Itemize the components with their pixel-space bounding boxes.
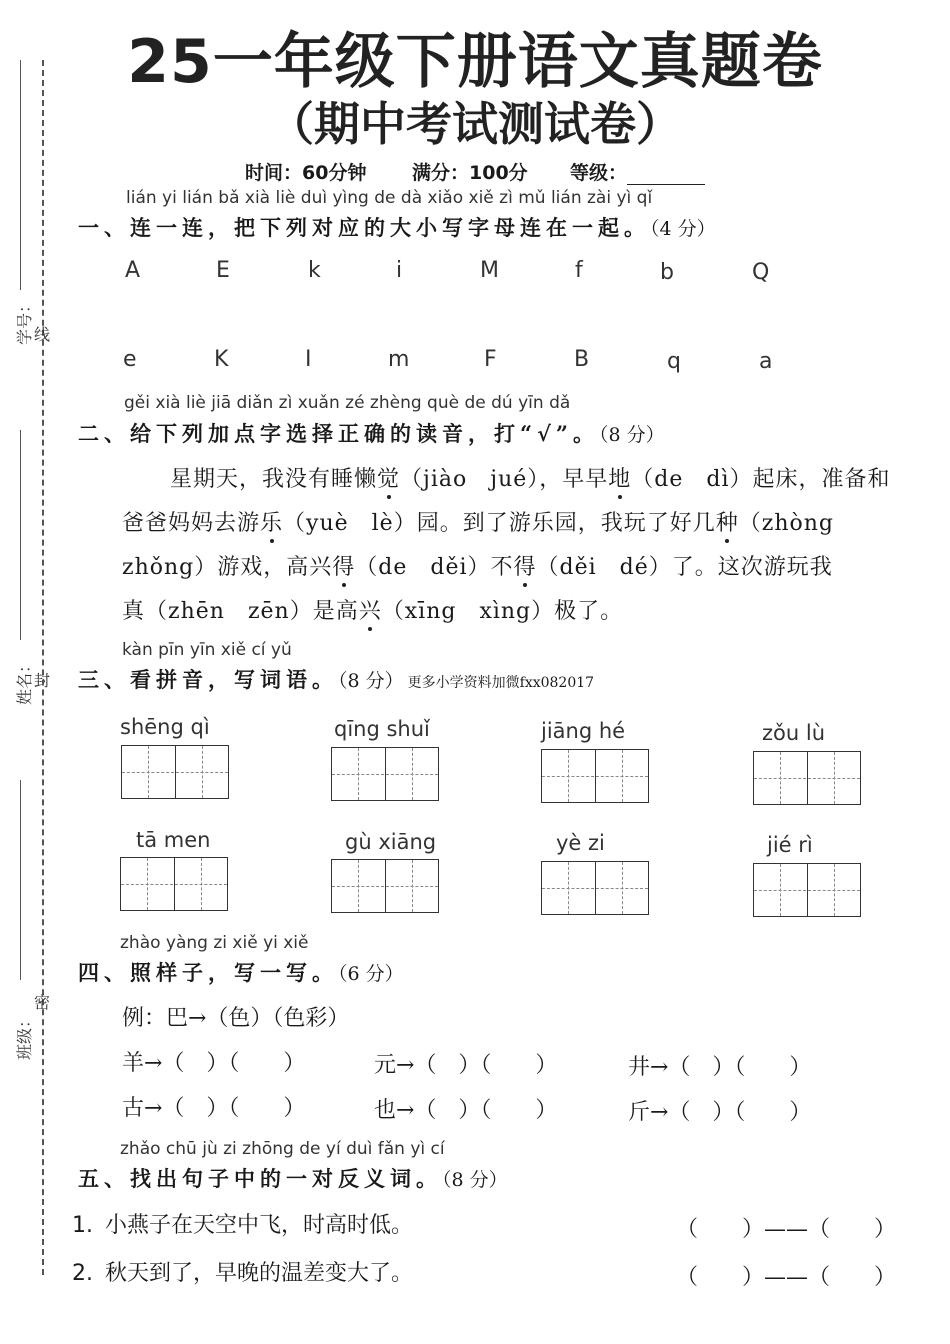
letter-lower-3[interactable]: I <box>305 347 312 372</box>
writing-grid-4[interactable] <box>753 751 861 805</box>
letter-lower-7[interactable]: q <box>667 349 681 374</box>
q4-item-4[interactable]: 古→（ ）（ ） <box>122 1096 306 1121</box>
q3-heading <box>78 664 594 694</box>
q2-line-1: 星期天，我没有睡懒觉（jiào jué），早早地（de dì）起床，准备和 <box>170 462 891 493</box>
score-info: 满分：100分 <box>412 162 528 184</box>
page-title: 25一年级下册语文真题卷 <box>127 27 823 97</box>
q4-item-5[interactable]: 也→（ ）（ ） <box>374 1098 558 1123</box>
q5-pinyin: zhǎo chū jù zi zhōng de yí duì fǎn yì cí <box>120 1139 445 1159</box>
q2-line-2: 爸爸妈妈去游乐（yuè lè）园。到了游乐园，我玩了好几种（zhòng <box>122 506 834 537</box>
word-pinyin-8: jié rì <box>767 833 813 857</box>
letter-lower-1[interactable]: e <box>123 347 137 372</box>
q2-heading-text: 二、给下列加点字选择正确的读音，打“√”。 <box>78 421 599 446</box>
writing-grid-7[interactable] <box>541 861 649 915</box>
q1-score: （4 分） <box>650 218 716 240</box>
writing-grid-1[interactable] <box>121 745 229 799</box>
letter-upper-1[interactable]: A <box>125 258 141 283</box>
q2-pinyin: gěi xià liè jiā diǎn zì xuǎn zé zhèng què de dú yīn dǎ <box>124 393 571 413</box>
grade-info <box>570 158 705 185</box>
q5-item-2: 2. 秋天到了，早晚的温差变大了。 <box>72 1261 414 1286</box>
dotted-char: 地 <box>608 462 631 493</box>
letter-lower-2[interactable]: K <box>214 347 229 372</box>
letter-upper-2[interactable]: E <box>216 258 230 283</box>
q4-item-2[interactable]: 元→（ ）（ ） <box>374 1053 558 1078</box>
q3-score: （8 分） <box>338 670 404 692</box>
letter-upper-4[interactable]: i <box>396 258 403 283</box>
word-pinyin-4: zǒu lù <box>762 721 825 745</box>
word-pinyin-5: tā men <box>136 828 211 852</box>
q4-heading <box>78 957 404 987</box>
q5-heading-text: 五、找出句子中的一对反义词。 <box>78 1166 442 1191</box>
word-pinyin-6: gù xiāng <box>345 830 437 854</box>
q4-example: 例：巴→（色）（色彩） <box>122 1006 350 1031</box>
dotted-char: 种 <box>716 506 739 537</box>
grade-label: 等级： <box>570 162 628 184</box>
seal-label: 封 <box>34 671 51 690</box>
secret-label: 密 <box>34 993 51 1012</box>
q5-item-1: 1. 小燕子在天空中飞，时高时低。 <box>72 1213 414 1238</box>
q2-score: （8 分） <box>598 424 665 446</box>
word-pinyin-7: yè zi <box>556 831 605 855</box>
letter-lower-8[interactable]: a <box>759 349 773 374</box>
q4-score: （6 分） <box>338 963 404 985</box>
q2-heading <box>78 418 665 448</box>
dotted-char: 兴 <box>359 594 382 625</box>
line-label: 线 <box>34 325 51 344</box>
q5-heading <box>78 1163 508 1193</box>
writing-grid-3[interactable] <box>541 749 649 803</box>
writing-grid-2[interactable] <box>331 747 439 801</box>
q4-heading-text: 四、照样子，写一写。 <box>78 960 338 985</box>
grade-blank[interactable] <box>627 166 705 185</box>
q4-item-6[interactable]: 斤→（ ）（ ） <box>628 1100 812 1125</box>
class-label: 班级： <box>15 1011 34 1060</box>
q4-item-3[interactable]: 井→（ ）（ ） <box>628 1055 812 1080</box>
name-write-line <box>20 430 21 640</box>
letter-lower-6[interactable]: B <box>574 347 590 372</box>
q5-score: （8 分） <box>442 1169 508 1191</box>
time-info: 时间：60分钟 <box>245 162 367 184</box>
word-pinyin-3: jiāng hé <box>541 719 626 743</box>
letter-upper-3[interactable]: k <box>308 258 321 283</box>
dotted-char: 乐 <box>260 506 283 537</box>
letter-lower-5[interactable]: F <box>484 347 497 372</box>
q5-answer-2[interactable]: （ ）——（ ） <box>676 1265 897 1290</box>
q3-pinyin: kàn pīn yīn xiě cí yǔ <box>122 640 292 660</box>
dotted-char: 得 <box>514 550 537 581</box>
letter-upper-6[interactable]: f <box>575 258 583 283</box>
word-pinyin-2: qīng shuǐ <box>334 717 430 741</box>
dotted-char: 觉 <box>377 462 400 493</box>
q1-heading <box>78 212 716 242</box>
q2-line-4: 真（zhēn zēn）是高兴（xīng xìng）极了。 <box>122 594 623 625</box>
q2-line-3: zhǒng）游戏，高兴得（de děi）不得（děi dé）了。这次游玩我 <box>122 550 833 581</box>
q5-answer-1[interactable]: （ ）——（ ） <box>676 1217 897 1242</box>
q1-heading-text: 一、连一连，把下列对应的大小写字母连在一起。 <box>78 215 650 240</box>
letter-upper-7[interactable]: b <box>660 260 674 285</box>
letter-upper-8[interactable]: Q <box>752 260 770 285</box>
letter-upper-5[interactable]: M <box>480 258 499 283</box>
dotted-char: 得 <box>332 550 355 581</box>
student-id-label: 学号： <box>15 296 34 345</box>
letter-lower-4[interactable]: m <box>388 347 410 372</box>
writing-grid-8[interactable] <box>753 863 861 917</box>
word-pinyin-1: shēng qì <box>120 715 210 739</box>
q4-pinyin: zhào yàng zi xiě yi xiě <box>120 933 309 953</box>
writing-grid-6[interactable] <box>331 859 439 913</box>
q3-heading-text: 三、看拼音，写词语。 <box>78 667 338 692</box>
writing-grid-5[interactable] <box>120 857 228 911</box>
name-label: 姓名： <box>15 656 34 705</box>
class-write-line <box>20 780 21 980</box>
q3-note: 更多小学资料加微fxx082017 <box>407 675 595 691</box>
q1-pinyin: lián yi lián bǎ xià liè duì yìng de dà xiǎo xiě zì mǔ lián zài yì qǐ <box>126 188 653 208</box>
q4-item-1[interactable]: 羊→（ ）（ ） <box>122 1051 306 1076</box>
page-subtitle: （期中考试测试卷） <box>268 97 682 151</box>
